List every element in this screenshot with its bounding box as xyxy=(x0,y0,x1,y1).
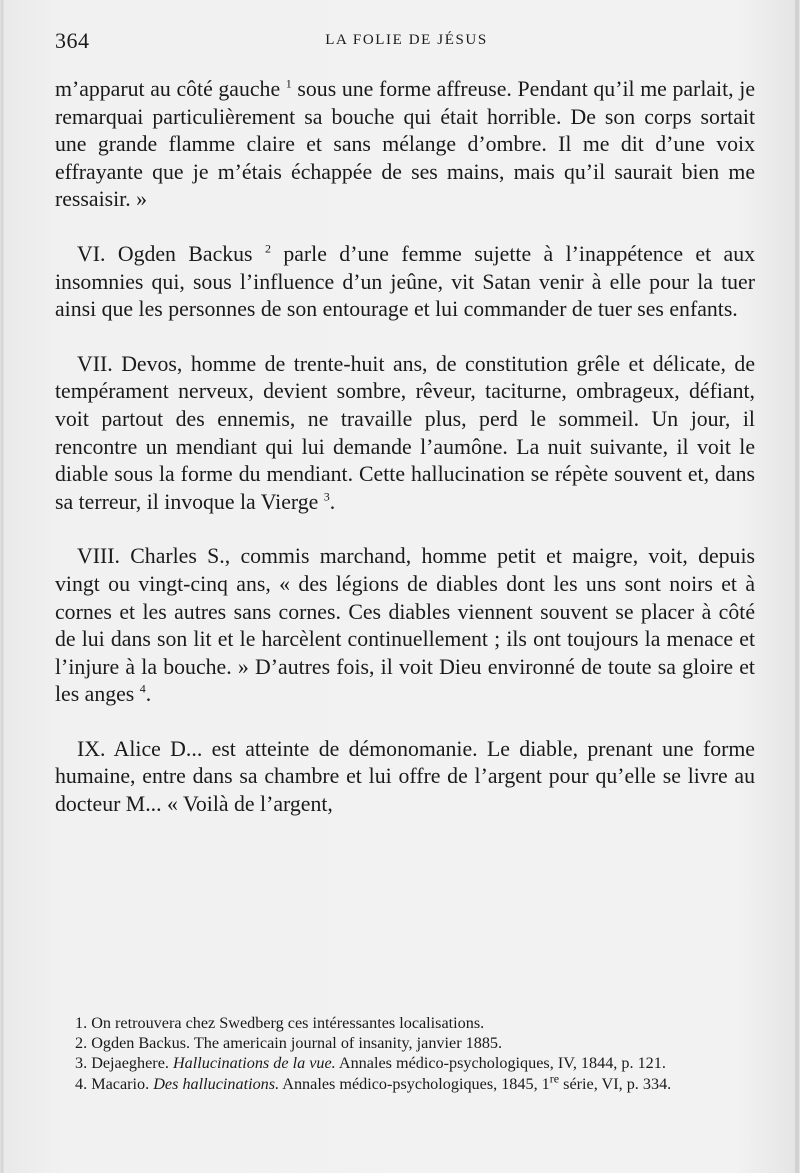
page-number: 364 xyxy=(55,28,90,53)
text-run: Ogden Backus. The americain journal of insanity, janvier 1885. xyxy=(91,1034,503,1053)
text-run: parle d’une femme sujette à l’inappétence et aux insomnies qui, sous l’influence d’un jeûne, vit Satan venir à elle pour la tuer ainsi que les personnes de son entourage et lui commander de tuer ses enfants. xyxy=(55,241,756,322)
text-run: . xyxy=(145,682,152,707)
text-run: sous une forme affreuse. Pendant qu’il me parlait, je remarquai particulièrement sa bouche qui était horrible. De son corps sortait une grande flamme claire et sans mélange d’ombre. Il me dit d’une voix effrayante que je m’étais échappée de ses mains, mais qu’il saurait bien me ressaisir. » xyxy=(55,77,755,212)
running-title: LA FOLIE DE JÉSUS xyxy=(325,32,488,48)
text-run: VII. Devos, homme de trente-huit ans, de constitution grêle et délicate, de tempérament nerveux, devient sombre, rêveur, taciturne, ombrageux, défiant, voit partout des ennemis, ne travaille plus, perd le sommeil. Un jour, il rencontre un mendiant qui lui demande l’aumône. La nuit suivante, il voit le diable sous la forme du mendiant. Cette hallucination se répète souvent et, dans sa terreur, il invoque la Vierge xyxy=(55,351,755,514)
text-run: Annales médico-psychologiques, IV, 1844, p. 121. xyxy=(335,1054,666,1073)
page-header xyxy=(55,28,758,60)
footnote-reference: re xyxy=(549,1071,560,1086)
text-run: VI. Ogden Backus xyxy=(77,241,265,266)
italic-title: Des hallucinations. xyxy=(153,1074,280,1093)
text-run: m’apparut au côté gauche xyxy=(55,77,286,101)
text-run: . xyxy=(329,489,336,514)
footnote-4 xyxy=(55,1071,755,1094)
paragraph-case-vi xyxy=(55,241,755,324)
footnote-1 xyxy=(55,1014,755,1033)
text-run: Macario. xyxy=(91,1074,154,1093)
footnote-reference: 2 xyxy=(264,241,271,256)
body-text xyxy=(55,76,755,819)
footnote-2 xyxy=(55,1034,755,1053)
footnote-reference: 1 xyxy=(285,76,292,91)
italic-title: Hallucinations de la vue. xyxy=(172,1054,336,1073)
text-run: série, VI, p. 334. xyxy=(559,1074,672,1093)
footnotes xyxy=(55,1014,755,1095)
text-run: Dejaeghere. xyxy=(91,1054,173,1073)
text-run: IX. Alice D... est atteinte de démonomanie. Le diable, prenant une forme humaine, entre dans sa chambre et lui offre de l’argent pour qu’elle se livre au docteur M... « Voilà de l’argent, xyxy=(55,736,755,817)
footnote-reference: 4 xyxy=(139,682,146,697)
footnote-3 xyxy=(55,1054,755,1073)
text-run: Annales médico-psychologiques, 1845, 1 xyxy=(279,1074,550,1093)
paragraph-case-viii xyxy=(55,543,755,709)
footnote-reference: 3 xyxy=(323,489,330,504)
footnote-number: 2. xyxy=(75,1034,92,1053)
paragraph-continuation xyxy=(55,76,755,214)
footnote-number: 1. xyxy=(75,1014,92,1032)
text-run: On retrouvera chez Swedberg ces intéressantes localisations. xyxy=(91,1014,485,1032)
text-run: VIII. Charles S., commis marchand, homme petit et maigre, voit, depuis vingt ou vingt-cinq ans, « des légions de diables dont les uns sont noirs et à cornes et les autres sans cornes. Ces diables viennent souvent se placer à côté de lui dans son lit et le harcèlent continuellement ; ils ont toujours la menace et l’injure à la bouche. » D’autres fois, il voit Dieu environné de toute sa gloire et les anges xyxy=(55,544,755,707)
paragraph-case-vii xyxy=(55,351,755,517)
footnote-number: 4. xyxy=(75,1074,92,1093)
footnote-number: 3. xyxy=(75,1054,92,1073)
paragraph-case-ix xyxy=(55,736,755,819)
